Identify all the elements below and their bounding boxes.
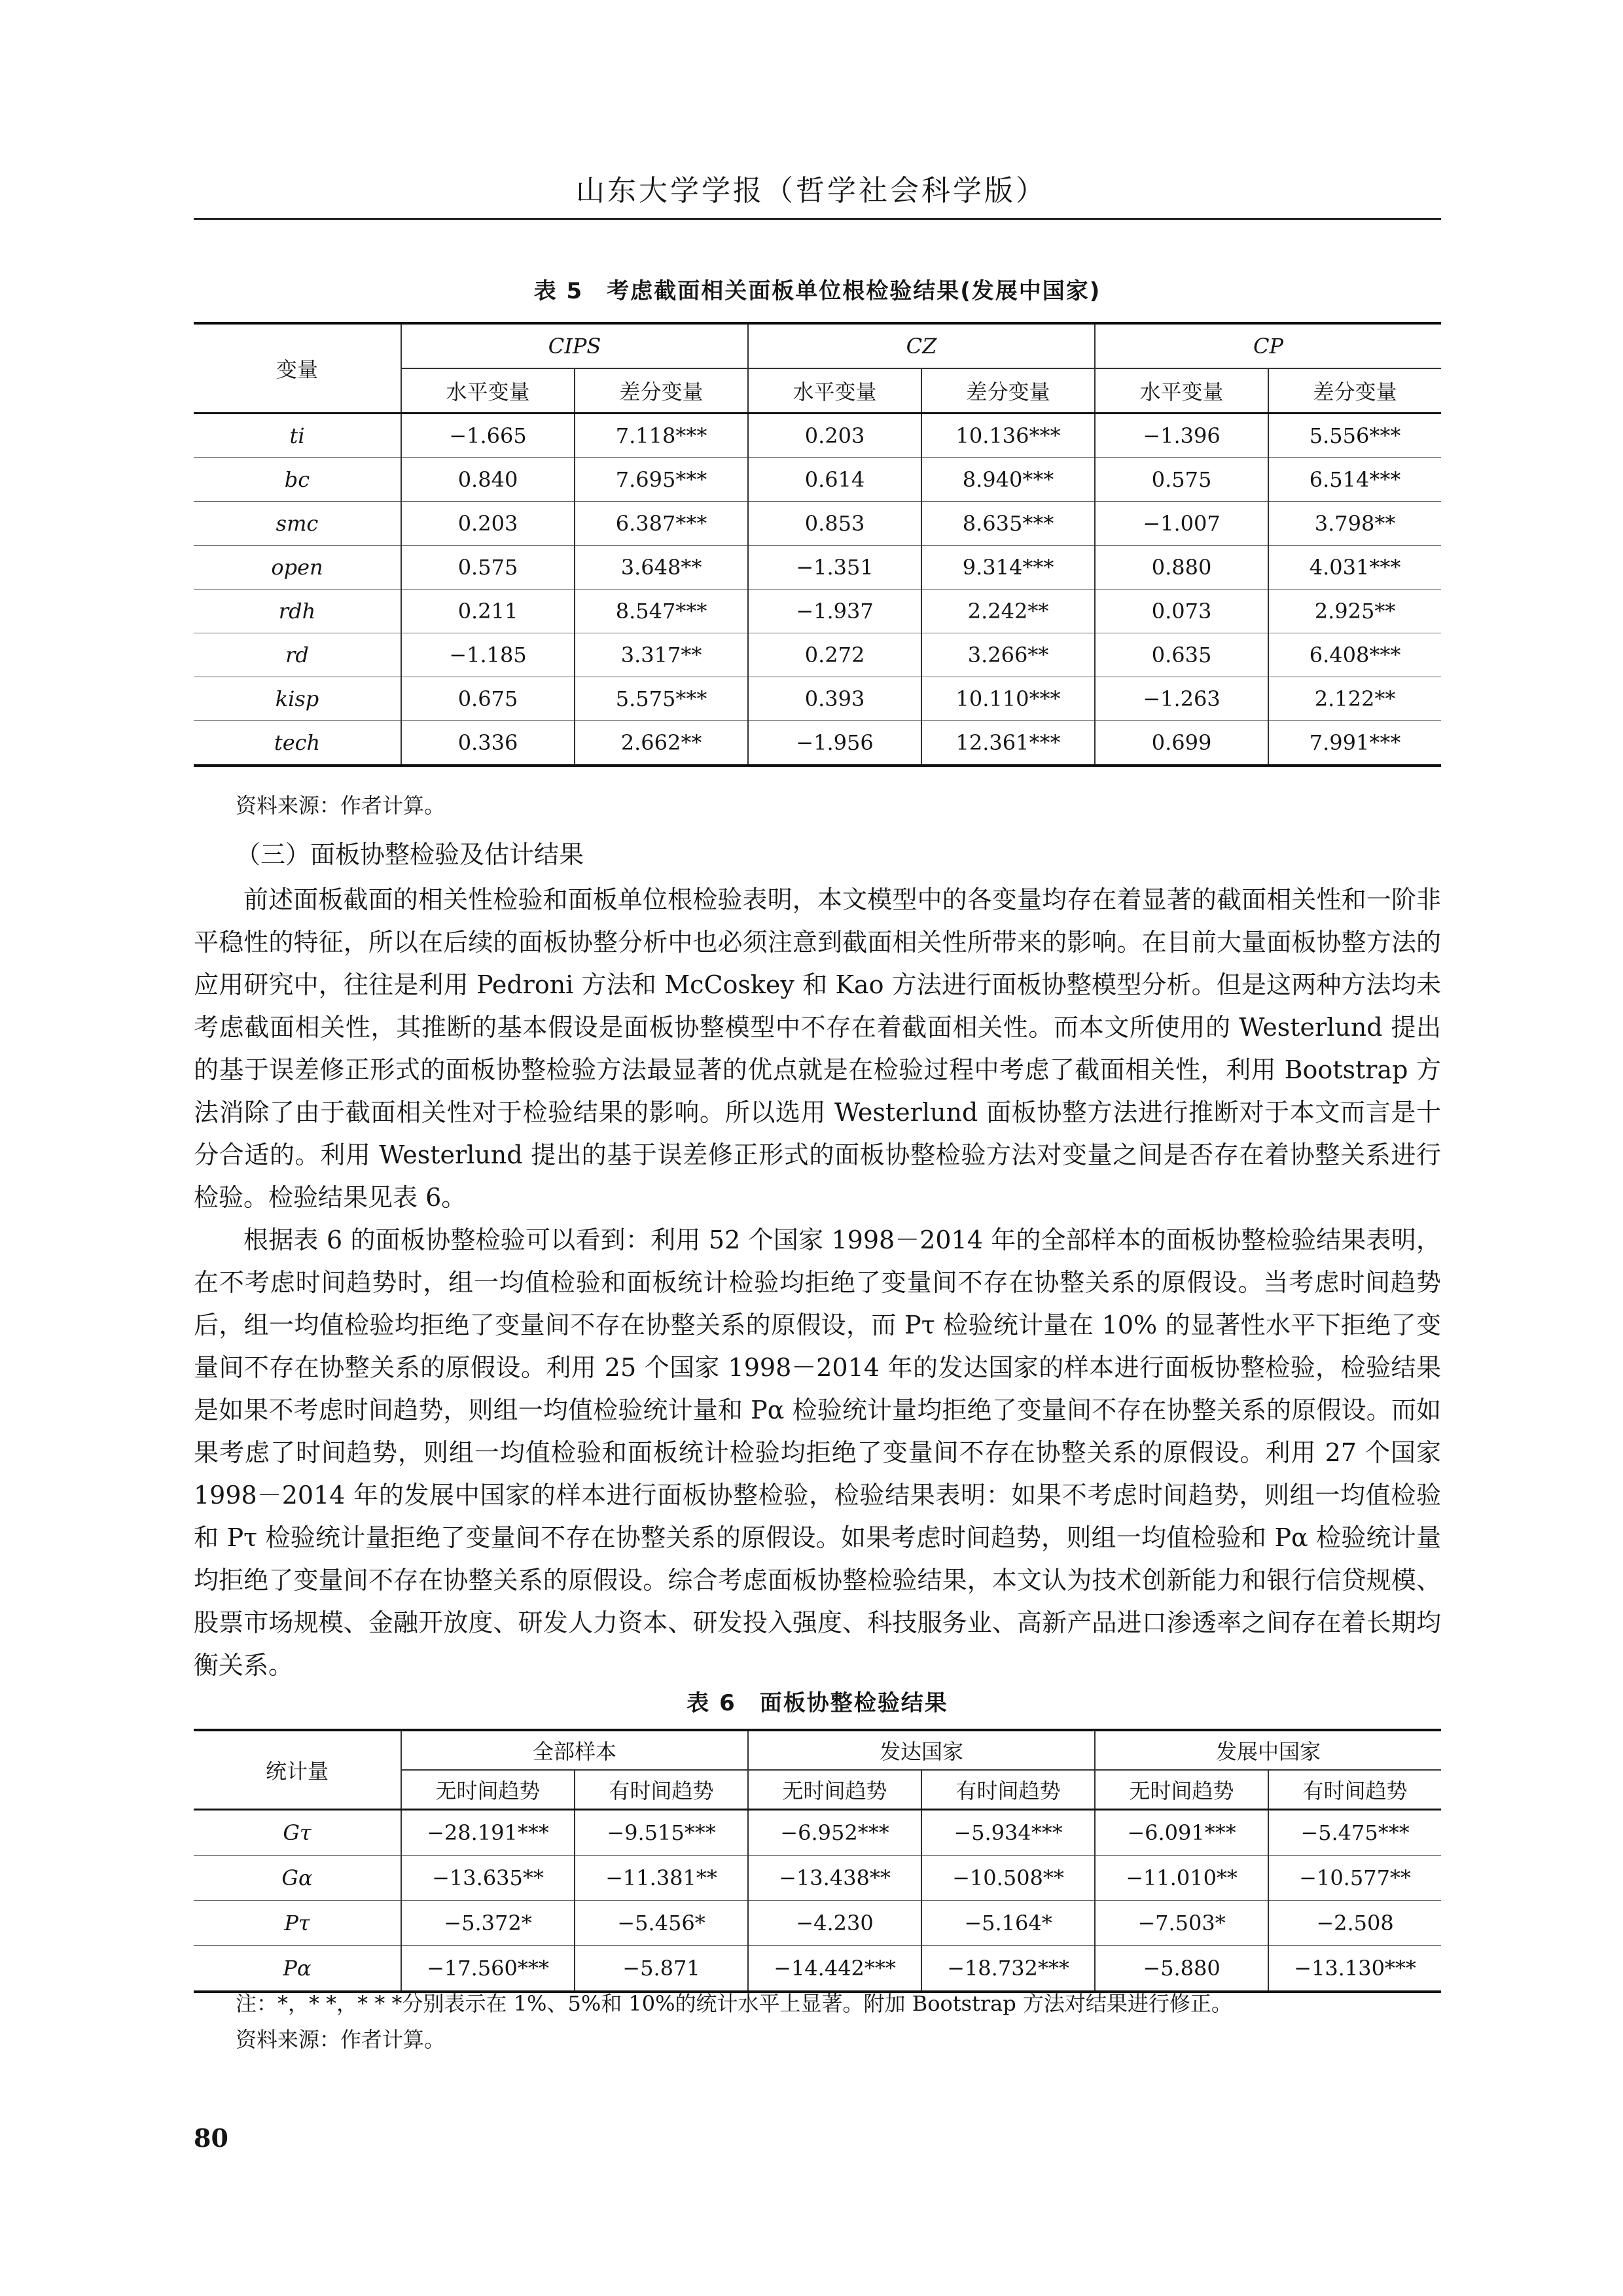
table-cell: 5.556*** — [1268, 414, 1441, 458]
table-cell: −1.396 — [1095, 414, 1268, 458]
table-cell: −1.007 — [1095, 502, 1268, 546]
table-cell: −17.560*** — [401, 1946, 575, 1992]
table5-group-header: CZ — [748, 323, 1095, 368]
table5-group-header: CP — [1095, 323, 1441, 368]
table-cell: −5.372* — [401, 1901, 575, 1946]
table-cell: −5.871 — [575, 1946, 748, 1992]
table5-caption: 表 5 考虑截面相关面板单位根检验结果(发展中国家) — [533, 278, 1101, 304]
table-cell: 0.635 — [1095, 633, 1268, 677]
table-cell: 7.695*** — [575, 458, 748, 502]
table-cell: 0.073 — [1095, 590, 1268, 633]
table-cell: −5.934*** — [921, 1810, 1095, 1856]
table-cell: 4.031*** — [1268, 546, 1441, 590]
table-cell: −5.475*** — [1268, 1810, 1441, 1856]
table-cell: 2.242** — [921, 590, 1095, 633]
row-label: Pα — [283, 1956, 312, 1981]
table-cell: −5.880 — [1095, 1946, 1268, 1992]
table6-subheader: 有时间趋势 — [1268, 1770, 1441, 1810]
table5-subheader: 水平变量 — [1095, 368, 1268, 414]
table5-subheader: 差分变量 — [1268, 368, 1441, 414]
row-label: Pτ — [194, 1901, 401, 1946]
table-row — [194, 1946, 1441, 1992]
table-cell: 6.514*** — [1268, 458, 1441, 502]
paragraph: 前述面板截面的相关性检验和面板单位根检验表明，本文模型中的各变量均存在着显著的截面相关性和一阶非平稳性的特征，所以在后续的面板协整分析中也必须注意到截面相关性所带来的影响。在目前大量面板协整方法的应用研究中，往往是利用 Pedroni 方法和 McCoskey 和 Kao 方法进行面板协整模型分析。但是这两种方法均未考虑截面相关性，其推断的基本假设是面板协整模型中不存在着截面相关性。而本文所使用的 Westerlund 提出的基于误差修正形式的面板协整检验方法最显著的优点就是在检验过程中考虑了截面相关性，利用 Bootstrap 方法消除了由于截面相关性对于检验结果的影响。所以选用 Westerlund 面板协整方法进行推断对于本文而言是十分合适的。利用 Westerlund 提出的基于误差修正形式的面板协整检验方法对变量之间是否存在着协整关系进行检验。检验结果见表 6。 — [194, 885, 1441, 1212]
table-cell: 12.361*** — [921, 721, 1095, 766]
journal-header: 山东大学学报（哲学社会科学版） — [576, 174, 1047, 207]
table-cell: −13.438** — [748, 1856, 921, 1901]
table-cell: −13.130*** — [1268, 1946, 1441, 1992]
row-label: ti — [194, 414, 401, 458]
table-cell: 0.699 — [1095, 721, 1268, 766]
table5-subheader: 差分变量 — [921, 368, 1095, 414]
table-cell: −18.732*** — [921, 1946, 1095, 1992]
table5-body — [194, 414, 1441, 766]
table-cell: −5.164* — [921, 1901, 1095, 1946]
table5 — [194, 322, 1441, 767]
paragraph: 根据表 6 的面板协整检验可以看到：利用 52 个国家 1998－2014 年的全部样本的面板协整检验结果表明，在不考虑时间趋势时，组一均值检验和面板统计检验均拒绝了变量间不存在协整关系的原假设。当考虑时间趋势后，组一均值检验均拒绝了变量间不存在协整关系的原假设，而 Pτ 检验统计量在 10% 的显著性水平下拒绝了变量间不存在协整关系的原假设。利用 25 个国家 1998－2014 年的发达国家的样本进行面板协整检验，检验结果是如果不考虑时间趋势，则组一均值检验统计量和 Pα 检验统计量均拒绝了变量间不存在协整关系的原假设。而如果考虑了时间趋势，则组一均值检验和面板统计检验均拒绝了变量间不存在协整关系的原假设。利用 27 个国家 1998－2014 年的发展中国家的样本进行面板协整检验，检验结果表明：如果不考虑时间趋势，则组一均值检验和 Pτ 检验统计量拒绝了变量间不存在协整关系的原假设。如果考虑时间趋势，则组一均值检验和 Pα 检验统计量均拒绝了变量间不存在协整关系的原假设。综合考虑面板协整检验结果，本文认为技术创新能力和银行信贷规模、股票市场规模、金融开放度、研发人力资本、研发投入强度、科技服务业、高新产品进口渗透率之间存在着长期均衡关系。 — [194, 1226, 1441, 1680]
row-label: smc — [194, 502, 401, 546]
header-rule — [194, 218, 1441, 220]
table-cell: −1.956 — [748, 721, 921, 766]
table-cell: 7.118*** — [575, 414, 748, 458]
table-cell: −11.381** — [575, 1856, 748, 1901]
table5-subheader: 水平变量 — [401, 368, 575, 414]
table-cell: 0.393 — [748, 677, 921, 721]
table5-subheader: 差分变量 — [575, 368, 748, 414]
body-text — [194, 879, 1441, 1687]
table-cell: 7.991*** — [1268, 721, 1441, 766]
table-cell: 3.317** — [575, 633, 748, 677]
table-cell: −9.515*** — [575, 1810, 748, 1856]
table-cell: 0.203 — [748, 414, 921, 458]
table-row — [194, 633, 1441, 677]
section-heading: （三）面板协整检验及估计结果 — [236, 840, 584, 869]
page-number: 80 — [194, 2123, 228, 2153]
table-row — [194, 1856, 1441, 1901]
table-cell: 10.110*** — [921, 677, 1095, 721]
table6 — [194, 1729, 1441, 1993]
table5-subheader: 水平变量 — [748, 368, 921, 414]
table6-body — [194, 1810, 1441, 1992]
table-cell: 0.675 — [401, 677, 575, 721]
table-cell: −1.185 — [401, 633, 575, 677]
table-cell: 9.314*** — [921, 546, 1095, 590]
row-label: rd — [194, 633, 401, 677]
table6-group-header: 全部样本 — [401, 1730, 748, 1770]
table-cell: −1.351 — [748, 546, 921, 590]
table-cell: 0.614 — [748, 458, 921, 502]
table-cell: 3.648** — [575, 546, 748, 590]
table-cell: −1.263 — [1095, 677, 1268, 721]
table-cell: −13.635** — [401, 1856, 575, 1901]
table-cell: 0.853 — [748, 502, 921, 546]
row-label: open — [194, 546, 401, 590]
table6-subheader: 无时间趋势 — [1095, 1770, 1268, 1810]
table-cell: 2.925** — [1268, 590, 1441, 633]
table-cell: 8.940*** — [921, 458, 1095, 502]
table6-note: 注：*，* *，* * *分别表示在 1%、5%和 10%的统计水平上显著。附加 Bootstrap 方法对结果进行修正。 — [236, 1991, 1232, 2016]
table-cell: 8.547*** — [575, 590, 748, 633]
table-cell: 2.662** — [575, 721, 748, 766]
table-cell: −7.503* — [1095, 1901, 1268, 1946]
table-cell: 8.635*** — [921, 502, 1095, 546]
table6-subheader: 有时间趋势 — [575, 1770, 748, 1810]
table6-subheader: 无时间趋势 — [748, 1770, 921, 1810]
table5-stub-header: 变量 — [194, 323, 401, 414]
table-row — [194, 458, 1441, 502]
table-cell: −14.442*** — [748, 1946, 921, 1992]
table-cell: 6.387*** — [575, 502, 748, 546]
table-row — [194, 721, 1441, 766]
table-cell: 0.336 — [401, 721, 575, 766]
table6-source: 资料来源：作者计算。 — [236, 2027, 446, 2052]
table-row — [194, 502, 1441, 546]
table5-group-header: CIPS — [401, 323, 748, 368]
table-row — [194, 590, 1441, 633]
row-label: Gα — [194, 1856, 401, 1901]
row-label: Gτ — [194, 1810, 401, 1856]
table-row — [194, 546, 1441, 590]
table6-stub-header: 统计量 — [194, 1730, 401, 1810]
table6-subheader: 无时间趋势 — [401, 1770, 575, 1810]
table-cell: −2.508 — [1268, 1901, 1441, 1946]
table-cell: 3.798** — [1268, 502, 1441, 546]
table-cell: −11.010** — [1095, 1856, 1268, 1901]
table-cell: 0.272 — [748, 633, 921, 677]
table-cell: −1.937 — [748, 590, 921, 633]
table-cell: −10.577** — [1268, 1856, 1441, 1901]
table-cell: 0.840 — [401, 458, 575, 502]
row-label: rdh — [194, 590, 401, 633]
table-cell: −1.665 — [401, 414, 575, 458]
table-cell: 0.211 — [401, 590, 575, 633]
table-cell: −6.091*** — [1095, 1810, 1268, 1856]
table-cell: 2.122** — [1268, 677, 1441, 721]
table6-group-header: 发展中国家 — [1095, 1730, 1441, 1770]
table-cell: 0.575 — [1095, 458, 1268, 502]
table6-caption: 表 6 面板协整检验结果 — [687, 1690, 948, 1716]
row-label: bc — [194, 458, 401, 502]
table-cell: −5.456* — [575, 1901, 748, 1946]
table-cell: 10.136*** — [921, 414, 1095, 458]
table-cell: 6.408*** — [1268, 633, 1441, 677]
table-cell: 0.203 — [401, 502, 575, 546]
table-cell: 5.575*** — [575, 677, 748, 721]
table-row — [194, 414, 1441, 458]
table6-group-header: 发达国家 — [748, 1730, 1095, 1770]
table-cell: −10.508** — [921, 1856, 1095, 1901]
table6-subheader: 有时间趋势 — [921, 1770, 1095, 1810]
table-cell: −28.191*** — [401, 1810, 575, 1856]
table-row — [194, 1810, 1441, 1856]
table-row — [194, 677, 1441, 721]
row-label: tech — [274, 730, 321, 755]
table-cell: 0.880 — [1095, 546, 1268, 590]
table-cell: 3.266** — [921, 633, 1095, 677]
table-cell: 0.575 — [401, 546, 575, 590]
table-row — [194, 1901, 1441, 1946]
table-cell: −4.230 — [748, 1901, 921, 1946]
row-label: kisp — [194, 677, 401, 721]
table-cell: −6.952*** — [748, 1810, 921, 1856]
table5-source: 资料来源：作者计算。 — [236, 793, 446, 818]
